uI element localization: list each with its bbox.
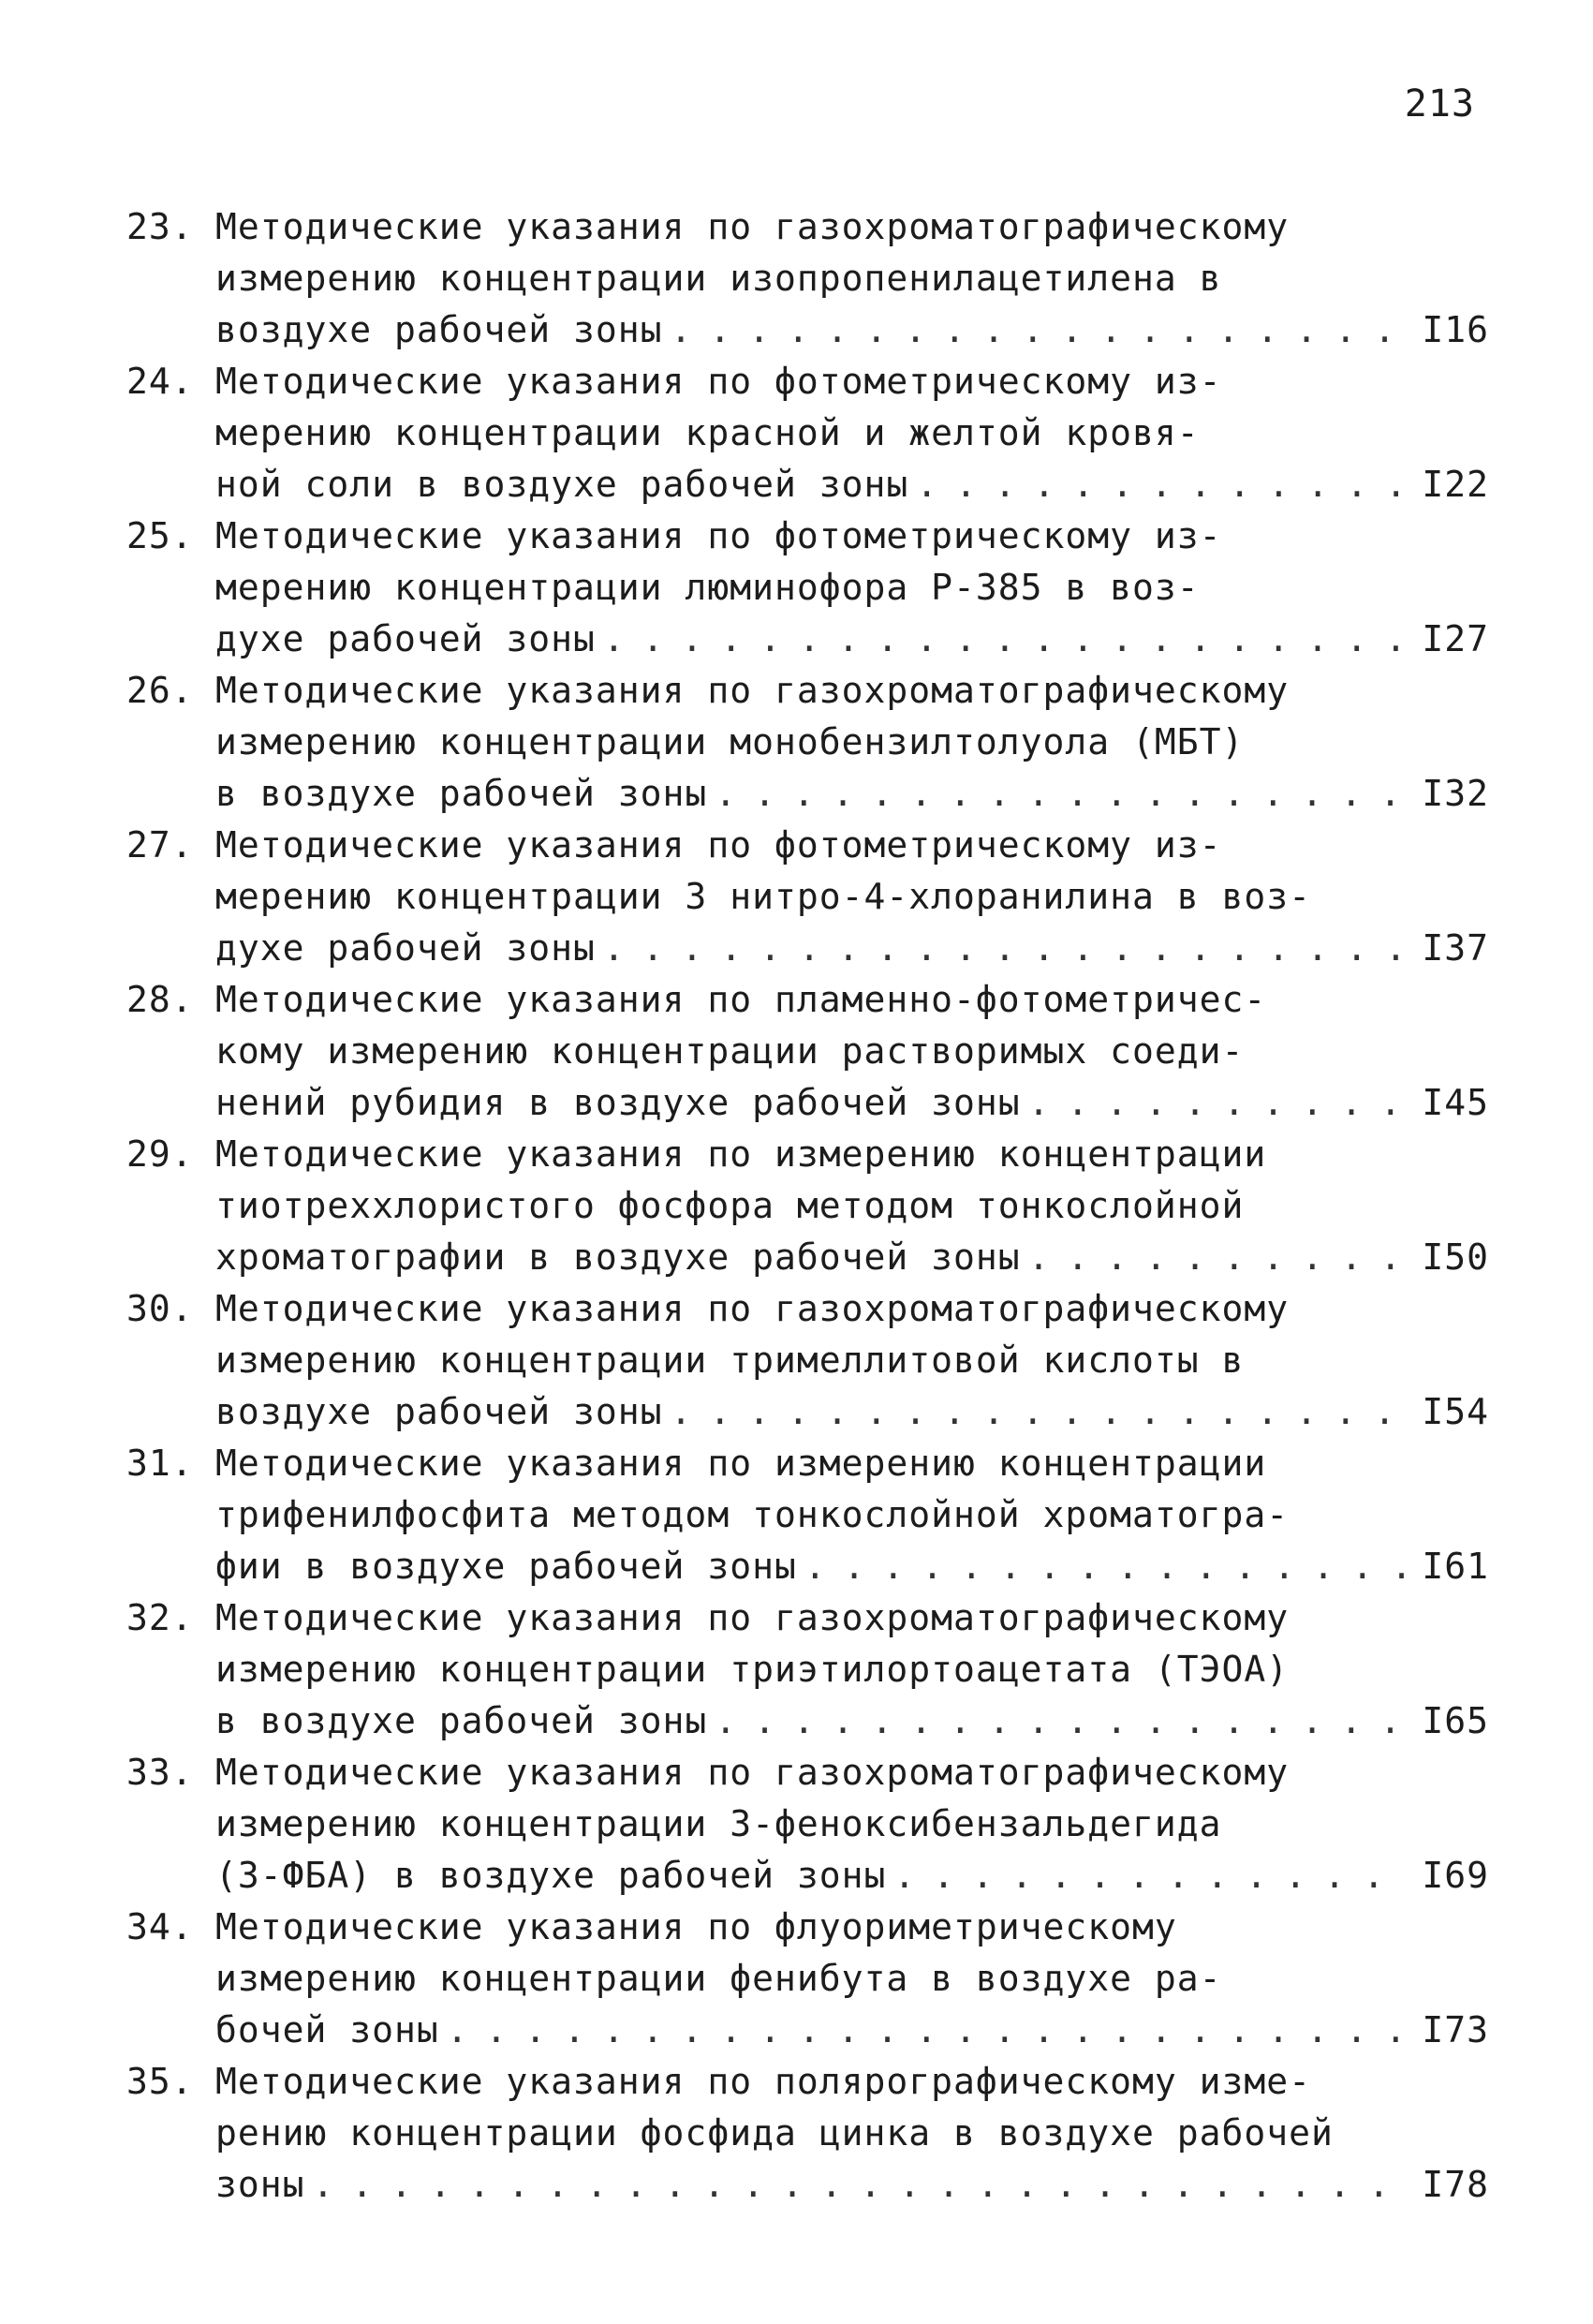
toc-entry-final-line: [126, 768, 1489, 820]
toc-entry-page-number: I16: [1422, 309, 1489, 350]
dot-leader: [893, 1850, 1407, 1902]
toc-entry-line: Методические указания по полярографическому изме-: [215, 2061, 1312, 2102]
dot-leader: [447, 2005, 1407, 2056]
toc-entry-line: тиотреххлористого фосфора методом тонкослойной: [215, 1185, 1245, 1226]
toc-entry-number: 33.: [126, 1752, 194, 1793]
table-of-contents: [126, 201, 1489, 2211]
toc-entry: [126, 1129, 1489, 1283]
toc-entry-number: 34.: [126, 1906, 194, 1947]
toc-entry-number: 29.: [126, 1133, 194, 1175]
toc-entry-page-number: I50: [1422, 1236, 1489, 1278]
toc-entry-line: духе рабочей зоны: [215, 618, 596, 659]
toc-entry-line: мерению концентрации 3 нитро-4-хлоранилина в воз-: [215, 876, 1312, 917]
toc-entry-line: измерению концентрации монобензилтолуола (МБТ): [215, 721, 1245, 762]
dot-leader: [313, 2159, 1407, 2211]
toc-entry-line: Методические указания по измерению концентрации: [215, 1443, 1267, 1484]
toc-entry-line: (3-ФБА) в воздухе рабочей зоны: [215, 1855, 887, 1896]
toc-entry-number: 27.: [126, 824, 194, 866]
toc-entry: [126, 2056, 1489, 2211]
toc-entry-line: Методические указания по газохроматографическому: [215, 206, 1290, 247]
toc-entry-line: измерению концентрации фенибута в воздухе ра-: [215, 1958, 1222, 1999]
toc-entry-line: Методические указания по газохроматографическому: [215, 1288, 1290, 1329]
toc-entry: [126, 1592, 1489, 1747]
toc-entry-number: 35.: [126, 2061, 194, 2102]
toc-entry-final-line: [126, 2005, 1489, 2056]
toc-entry-page-number: I45: [1422, 1082, 1489, 1123]
toc-entry: [126, 511, 1489, 665]
toc-entry-number: 23.: [126, 206, 194, 247]
toc-entry-final-line: [126, 1695, 1489, 1747]
toc-entry-page-number: I27: [1422, 618, 1489, 659]
dot-leader: [603, 614, 1407, 665]
toc-entry-page-number: I73: [1422, 2009, 1489, 2050]
toc-entry-line: воздухе рабочей зоны: [215, 1391, 663, 1432]
toc-entry-line: измерению концентрации тримеллитовой кислоты в: [215, 1340, 1245, 1381]
toc-entry-line: в воздухе рабочей зоны: [215, 1700, 708, 1741]
toc-entry-line: ной соли в воздухе рабочей зоны: [215, 464, 909, 505]
toc-entry-page-number: I61: [1422, 1546, 1489, 1587]
toc-entry-line: Методические указания по фотометрическому из-: [215, 824, 1222, 866]
toc-entry-number: 24.: [126, 361, 194, 402]
toc-entry-line: Методические указания по измерению концентрации: [215, 1133, 1267, 1175]
toc-entry-line: нений рубидия в воздухе рабочей зоны: [215, 1082, 1021, 1123]
toc-entry-line: Методические указания по газохроматографическому: [215, 670, 1290, 711]
toc-entry-page-number: I54: [1422, 1391, 1489, 1432]
toc-entry-line: Методические указания по фотометрическому из-: [215, 361, 1222, 402]
toc-entry: [126, 665, 1489, 820]
toc-entry-line: Методические указания по газохроматографическому: [215, 1597, 1290, 1638]
toc-entry-line: трифенилфосфита методом тонкослойной хроматогра-: [215, 1494, 1290, 1535]
toc-entry-number: 31.: [126, 1443, 194, 1484]
toc-entry-final-line: [126, 923, 1489, 974]
toc-entry-line: Методические указания по фотометрическому из-: [215, 515, 1222, 556]
dot-leader: [715, 1695, 1407, 1747]
toc-entry-line: измерению концентрации триэтилортоацетата (ТЭОА): [215, 1649, 1290, 1690]
toc-entry: [126, 1438, 1489, 1592]
dot-leader: [916, 459, 1407, 511]
toc-entry-line: бочей зоны: [215, 2009, 439, 2050]
dot-leader: [603, 923, 1407, 974]
toc-entry-line: Методические указания по газохроматографическому: [215, 1752, 1290, 1793]
toc-entry-line: Методические указания по флуориметрическому: [215, 1906, 1177, 1947]
toc-entry-line: духе рабочей зоны: [215, 927, 596, 969]
toc-entry-line: Методические указания по пламенно-фотометричес-: [215, 979, 1267, 1020]
toc-entry-line: измерению концентрации изопропенилацетилена в: [215, 258, 1222, 299]
toc-entry-page-number: I78: [1422, 2164, 1489, 2205]
toc-entry: [126, 1902, 1489, 2056]
toc-entry-page-number: I22: [1422, 464, 1489, 505]
toc-entry-final-line: [126, 1850, 1489, 1902]
toc-entry-line: мерению концентрации красной и желтой кровя-: [215, 412, 1200, 453]
toc-entry-line: воздухе рабочей зоны: [215, 309, 663, 350]
toc-entry-page-number: I37: [1422, 927, 1489, 969]
toc-entry-final-line: [126, 614, 1489, 665]
dot-leader: [671, 1386, 1407, 1438]
toc-entry: [126, 1747, 1489, 1902]
toc-entry-line: измерению концентрации 3-феноксибензальдегида: [215, 1803, 1222, 1844]
toc-entry-page-number: I32: [1422, 773, 1489, 814]
toc-entry-page-number: I69: [1422, 1855, 1489, 1896]
toc-entry: [126, 201, 1489, 356]
toc-entry-line: зоны: [215, 2164, 305, 2205]
toc-entry-line: рению концентрации фосфида цинка в воздухе рабочей: [215, 2112, 1334, 2154]
toc-entry: [126, 974, 1489, 1129]
toc-entry: [126, 820, 1489, 974]
dot-leader: [804, 1541, 1407, 1592]
toc-entry-line: хроматографии в воздухе рабочей зоны: [215, 1236, 1021, 1278]
toc-entry-number: 25.: [126, 515, 194, 556]
toc-entry-final-line: [126, 2159, 1489, 2211]
toc-entry-final-line: [126, 1232, 1489, 1283]
toc-entry-final-line: [126, 1386, 1489, 1438]
toc-entry-line: в воздухе рабочей зоны: [215, 773, 708, 814]
toc-entry-line: мерению концентрации люминофора Р-385 в воз-: [215, 567, 1200, 608]
dot-leader: [715, 768, 1407, 820]
dot-leader: [671, 304, 1407, 356]
toc-entry-page-number: I65: [1422, 1700, 1489, 1741]
toc-entry-number: 30.: [126, 1288, 194, 1329]
toc-entry-final-line: [126, 1541, 1489, 1592]
toc-entry-final-line: [126, 304, 1489, 356]
toc-entry-number: 32.: [126, 1597, 194, 1638]
toc-entry: [126, 1283, 1489, 1438]
toc-entry-final-line: [126, 1077, 1489, 1129]
toc-entry-number: 28.: [126, 979, 194, 1020]
toc-entry: [126, 356, 1489, 511]
toc-entry-line: фии в воздухе рабочей зоны: [215, 1546, 797, 1587]
toc-entry-line: кому измерению концентрации растворимых соеди-: [215, 1030, 1245, 1072]
dot-leader: [1028, 1232, 1407, 1283]
page-number: 213: [1404, 82, 1475, 126]
toc-entry-number: 26.: [126, 670, 194, 711]
toc-entry-final-line: [126, 459, 1489, 511]
dot-leader: [1028, 1077, 1407, 1129]
